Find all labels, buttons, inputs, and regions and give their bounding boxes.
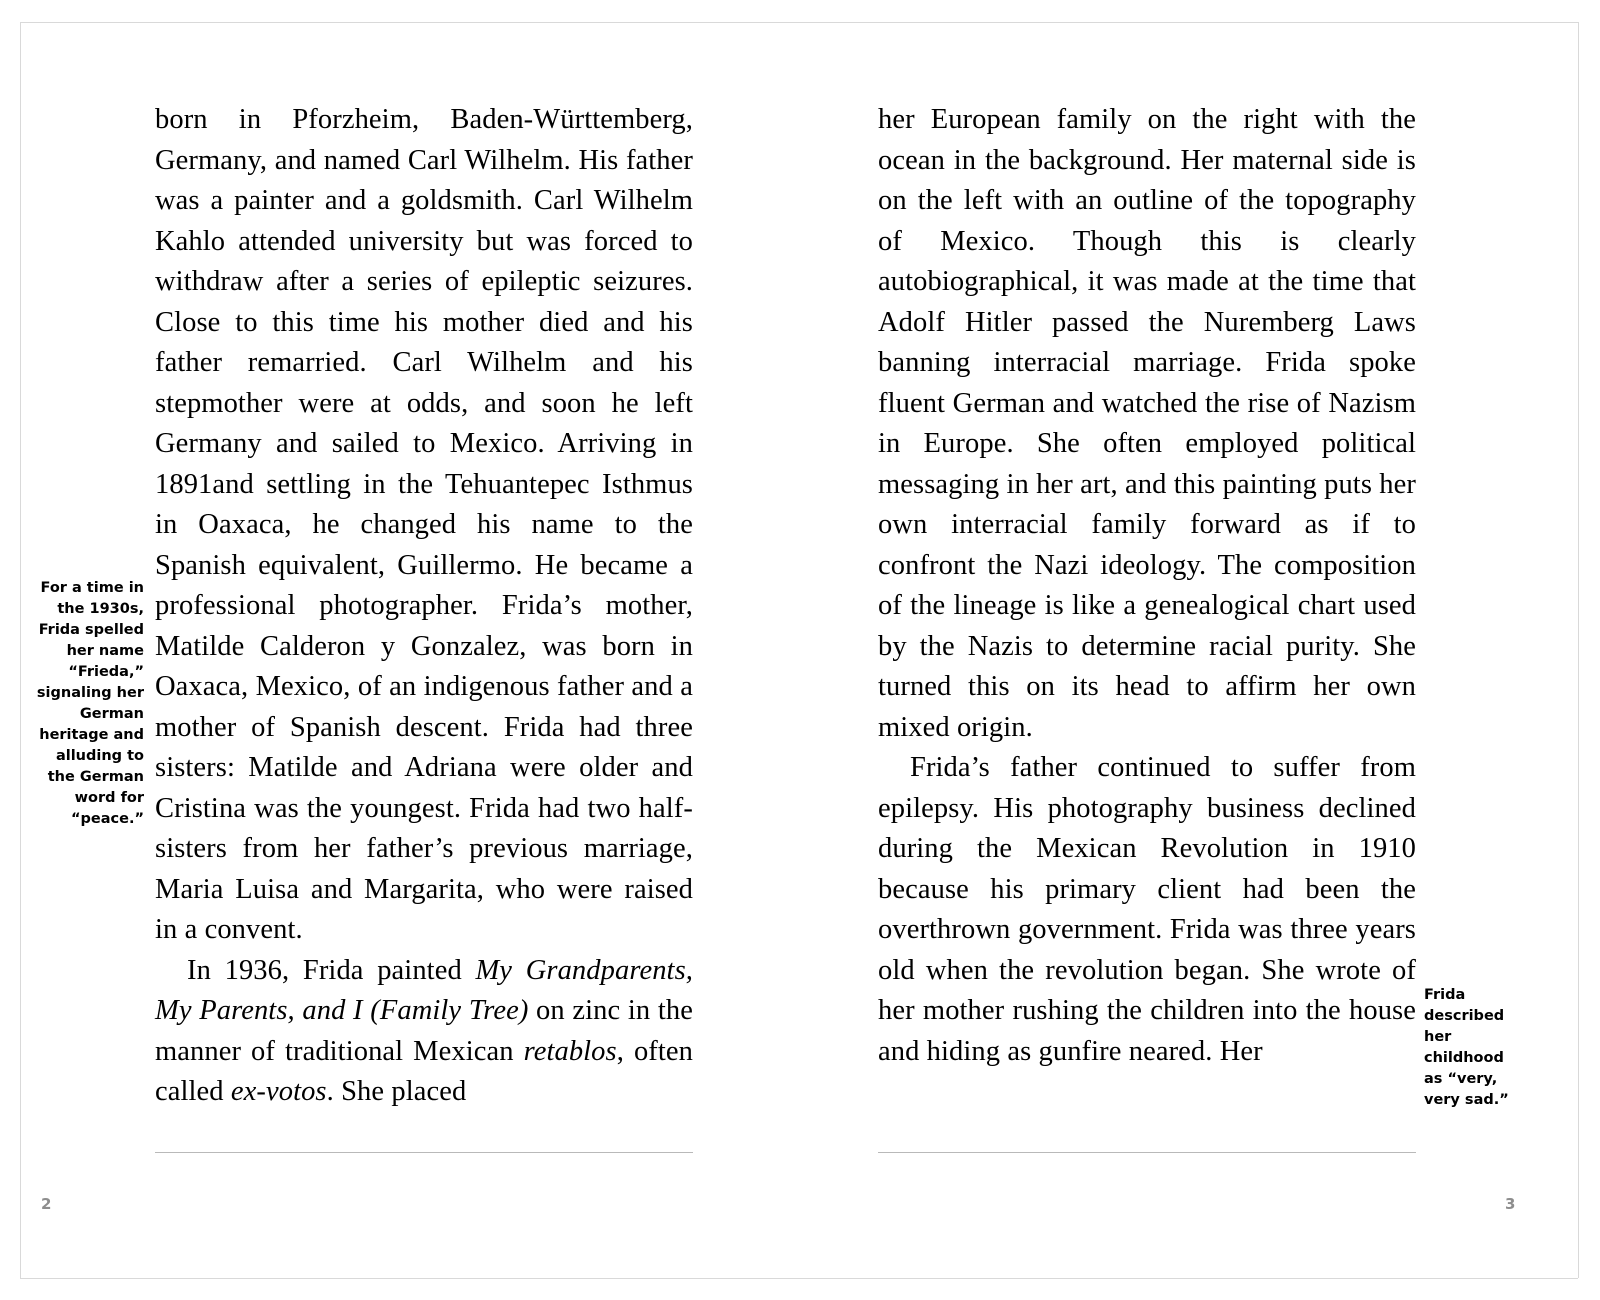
margin-note-right: Frida described her childhood as “very, very sad.” <box>1424 987 1509 1108</box>
title-family-tree: My Grandparents, My Parents, and I (Family Tree) <box>155 954 693 1026</box>
margin-note-left: For a time in the 1930s, Frida spelled her name “Frieda,” signaling her German heritage and alluding to the German word for “peace.” <box>36 580 144 827</box>
paragraph-painting-description: her European family on the right with the ocean in the background. Her maternal side is on the left with an outline of the topography of Mexico. Though this is clearly autobiographical, it was made at the time that Adolf Hitler passed the Nuremberg Laws banning interracial marriage. Frida spoke fluent German and watched the rise of Nazism in Europe. She often employed political messaging in her art, and this painting puts her own interracial family forward as if to confront the Nazi ideology. The composition of the lineage is like a genealogical chart used by the Nazis to determine racial purity. She turned this on its head to affirm her own mixed origin. <box>878 104 1416 743</box>
paragraph-run: . She placed <box>326 1076 467 1107</box>
page-number-left: 2 <box>41 1195 52 1213</box>
paragraph-run: In 1936, Frida painted <box>187 954 476 986</box>
page-border-bottom <box>20 1278 1578 1279</box>
paragraph-father-epilepsy: Frida’s father continued to suffer from epilepsy. His photography business declined during the Mexican Revolution in 1910 because his primary client had been the overthrown government. Frida was three years old when the revolution began. She wrote of her mother rushing the children into the house and hiding as gunfire neared. Her <box>878 752 1416 1067</box>
paragraph-run: , often called <box>155 1035 693 1107</box>
page-border-top <box>20 22 1578 23</box>
page-number-right: 3 <box>1505 1195 1516 1213</box>
page-border-right <box>1578 22 1579 1278</box>
term-retablos: retablos <box>523 1035 617 1067</box>
footer-rule-left <box>155 1152 693 1153</box>
paragraph-run: on zinc in the manner of traditional Mexican <box>155 995 693 1067</box>
right-page-text-column <box>878 100 1416 1072</box>
paragraph-family-tree <box>155 951 693 1113</box>
left-page-text-column <box>155 100 693 1113</box>
paragraph-continued: born in Pforzheim, Baden-Württemberg, Germany, and named Carl Wilhelm. His father was a painter and a goldsmith. Carl Wilhelm Kahlo attended university but was forced to withdraw after a series of epileptic seizures. Close to this time his mother died and his father remarried. Carl Wilhelm and his stepmother were at odds, and soon he left Germany and sailed to Mexico. Arriving in 1891and settling in the Tehuantepec Isthmus in Oaxaca, he changed his name to the Spanish equivalent, Guillermo. He became a professional photographer. Frida’s mother, Matilde Calderon y Gonzalez, was born in Oaxaca, Mexico, of an indigenous father and a mother of Spanish descent. Frida had three sisters: Matilde and Adriana were older and Cristina was the youngest. Frida had two half-sisters from her father’s previous marriage, Maria Luisa and Margarita, who were raised in a convent. <box>155 104 693 945</box>
term-exvotos: ex-votos <box>230 1076 327 1107</box>
page-border-left <box>20 22 21 1278</box>
footer-rule-right <box>878 1152 1416 1153</box>
